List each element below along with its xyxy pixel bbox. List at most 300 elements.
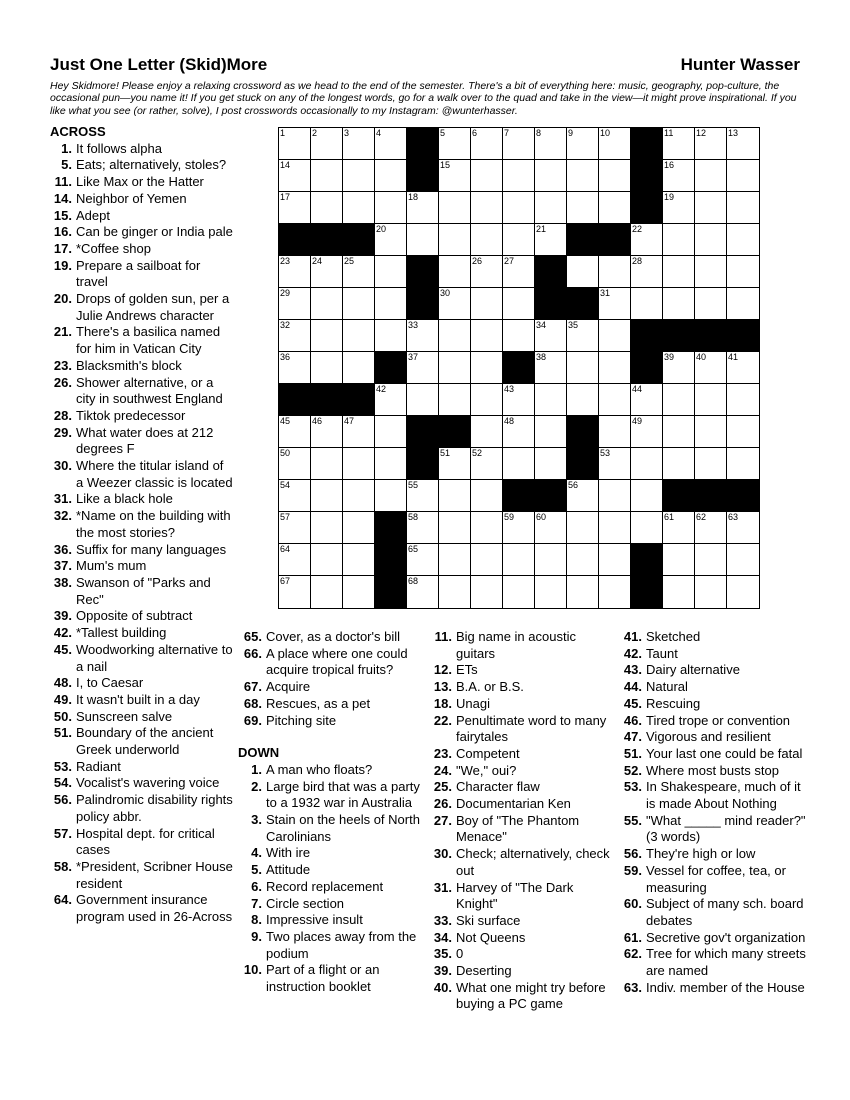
black-square <box>375 352 407 384</box>
grid-cell[interactable] <box>343 480 375 512</box>
clue-text: Suffix for many languages <box>76 541 227 557</box>
grid-cell[interactable] <box>599 416 631 448</box>
grid-cell[interactable] <box>471 224 503 256</box>
grid-cell[interactable] <box>343 192 375 224</box>
grid-cell[interactable] <box>567 544 599 576</box>
black-square <box>375 576 407 608</box>
cell-number: 27 <box>504 256 515 266</box>
grid-cell[interactable] <box>695 224 727 256</box>
grid-cell[interactable] <box>663 192 695 224</box>
grid-cell[interactable] <box>599 256 631 288</box>
grid-cell[interactable] <box>439 512 471 544</box>
grid-cell[interactable] <box>311 512 343 544</box>
cell-number: 43 <box>504 384 515 394</box>
grid-cell[interactable] <box>631 256 663 288</box>
grid-cell[interactable] <box>631 288 663 320</box>
grid-cell[interactable] <box>631 384 663 416</box>
grid-cell[interactable] <box>375 416 407 448</box>
grid-cell[interactable] <box>567 160 599 192</box>
clue-item <box>48 191 233 208</box>
grid-cell[interactable] <box>727 448 759 480</box>
cell-number: 11 <box>664 128 674 138</box>
grid-cell[interactable] <box>279 512 311 544</box>
grid-cell[interactable] <box>439 192 471 224</box>
grid-cell[interactable] <box>567 352 599 384</box>
clue-number: 1. <box>61 140 72 156</box>
grid-cell[interactable] <box>343 288 375 320</box>
cell-number: 41 <box>728 352 739 362</box>
clue-item <box>618 813 808 846</box>
grid-cell[interactable] <box>695 448 727 480</box>
clue-number: 9. <box>251 928 262 944</box>
clue-text: Your last one could be fatal <box>646 745 803 761</box>
grid-cell[interactable] <box>471 160 503 192</box>
grid-cell[interactable] <box>471 384 503 416</box>
grid-cell[interactable] <box>727 192 759 224</box>
clue-text: Vigorous and resilient <box>646 729 771 745</box>
clue-text: Drops of golden sun, per a Julie Andrews character <box>76 291 230 323</box>
crossword-grid <box>278 127 760 609</box>
clue-item <box>428 763 613 780</box>
grid-cell[interactable] <box>503 416 535 448</box>
black-square <box>407 160 439 192</box>
clue-text: Taunt <box>646 645 678 661</box>
black-square <box>375 544 407 576</box>
grid-cell[interactable] <box>567 384 599 416</box>
grid-cell[interactable] <box>311 128 343 160</box>
grid-cell[interactable] <box>407 480 439 512</box>
clue-number: 15. <box>53 207 72 223</box>
grid-cell[interactable] <box>343 544 375 576</box>
clue-number: 30. <box>433 846 452 862</box>
grid-cell[interactable] <box>599 192 631 224</box>
grid-cell[interactable] <box>311 320 343 352</box>
clue-number: 19. <box>53 257 72 273</box>
grid-cell[interactable] <box>695 256 727 288</box>
cell-number: 36 <box>280 352 291 362</box>
grid-cell[interactable] <box>599 320 631 352</box>
grid-cell[interactable] <box>279 448 311 480</box>
grid-cell[interactable] <box>439 576 471 608</box>
grid-cell[interactable] <box>471 192 503 224</box>
grid-cell[interactable] <box>311 256 343 288</box>
grid-cell[interactable] <box>567 256 599 288</box>
clue-text: Sketched <box>646 629 701 644</box>
grid-cell[interactable] <box>631 512 663 544</box>
clue-item <box>238 879 423 896</box>
grid-cell[interactable] <box>407 352 439 384</box>
grid-cell[interactable] <box>439 128 471 160</box>
grid-cell[interactable] <box>471 512 503 544</box>
clue-text: Tree for which many streets are named <box>646 946 806 979</box>
black-square <box>567 224 599 256</box>
puzzle-author: Hunter Wasser <box>680 55 800 74</box>
grid-cell[interactable] <box>439 288 471 320</box>
black-square <box>535 480 567 512</box>
grid-cell[interactable] <box>663 544 695 576</box>
cell-number: 39 <box>664 352 675 362</box>
clue-text: Pitching site <box>266 712 337 728</box>
clue-text: Rescuing <box>646 695 701 711</box>
grid-cell[interactable] <box>631 224 663 256</box>
grid-cell[interactable] <box>535 384 567 416</box>
grid-cell[interactable] <box>695 384 727 416</box>
grid-cell[interactable] <box>663 160 695 192</box>
grid-cell[interactable] <box>663 384 695 416</box>
black-square <box>631 320 663 352</box>
grid-cell[interactable] <box>471 448 503 480</box>
clue-item <box>618 746 808 763</box>
grid-cell[interactable] <box>279 192 311 224</box>
grid-cell[interactable] <box>343 256 375 288</box>
grid-cell[interactable] <box>311 416 343 448</box>
grid-cell[interactable] <box>695 544 727 576</box>
grid-cell[interactable] <box>279 480 311 512</box>
grid-cell[interactable] <box>727 256 759 288</box>
grid-cell[interactable] <box>695 416 727 448</box>
clue-text: There's a basilica named for him in Vatican City <box>76 324 221 357</box>
grid-cell[interactable] <box>439 384 471 416</box>
grid-cell[interactable] <box>535 416 567 448</box>
grid-cell[interactable] <box>407 576 439 608</box>
cell-number: 3 <box>344 128 350 138</box>
clue-number: 18. <box>433 695 452 711</box>
grid-cell[interactable] <box>503 576 535 608</box>
cell-number: 25 <box>344 256 355 266</box>
grid-cell[interactable] <box>375 448 407 480</box>
grid-cell[interactable] <box>663 256 695 288</box>
grid-cell[interactable] <box>343 576 375 608</box>
grid-cell[interactable] <box>535 192 567 224</box>
grid-cell[interactable] <box>439 352 471 384</box>
grid-cell[interactable] <box>663 576 695 608</box>
cell-number: 28 <box>632 256 643 266</box>
clue-item <box>618 896 808 929</box>
clue-item <box>428 662 613 679</box>
clue-text: Acquire <box>266 679 311 695</box>
grid-cell[interactable] <box>727 288 759 320</box>
grid-cell[interactable] <box>567 320 599 352</box>
clue-text: Dairy alternative <box>646 662 740 678</box>
cell-number: 56 <box>568 480 579 490</box>
grid-cell[interactable] <box>631 448 663 480</box>
black-square <box>727 480 759 512</box>
grid-cell[interactable] <box>503 160 535 192</box>
clue-text: Cover, as a doctor's bill <box>266 629 400 644</box>
clue-item <box>48 241 233 258</box>
cell-number: 18 <box>408 192 419 202</box>
clue-item <box>48 709 233 726</box>
clue-text: With ire <box>266 845 311 861</box>
grid-cell[interactable] <box>311 480 343 512</box>
grid-cell[interactable] <box>695 192 727 224</box>
clue-text: Harvey of "The Dark Knight" <box>456 879 574 912</box>
grid-cell[interactable] <box>727 512 759 544</box>
grid-cell[interactable] <box>311 544 343 576</box>
grid-cell[interactable] <box>599 160 631 192</box>
clue-item <box>48 157 233 174</box>
grid-cell[interactable] <box>599 576 631 608</box>
grid-cell[interactable] <box>375 384 407 416</box>
grid-cell[interactable] <box>599 544 631 576</box>
grid-cell[interactable] <box>311 288 343 320</box>
grid-cell[interactable] <box>535 320 567 352</box>
grid-cell[interactable] <box>599 448 631 480</box>
grid-cell[interactable] <box>375 288 407 320</box>
clue-number: 12. <box>433 662 452 678</box>
grid-cell[interactable] <box>695 160 727 192</box>
grid-cell[interactable] <box>503 192 535 224</box>
clue-item <box>238 845 423 862</box>
grid-cell[interactable] <box>375 480 407 512</box>
clue-number: 31. <box>433 879 452 895</box>
cell-number: 63 <box>728 512 739 522</box>
grid-cell[interactable] <box>503 320 535 352</box>
down-heading: DOWN <box>238 745 280 761</box>
clue-number: 56. <box>623 846 642 862</box>
grid-cell[interactable] <box>727 384 759 416</box>
grid-cell[interactable] <box>695 288 727 320</box>
clue-number: 35. <box>433 946 452 962</box>
grid-cell[interactable] <box>535 352 567 384</box>
clue-text: ETs <box>456 662 478 678</box>
grid-cell[interactable] <box>311 192 343 224</box>
grid-cell[interactable] <box>311 160 343 192</box>
grid-cell[interactable] <box>535 128 567 160</box>
clue-text: I, to Caesar <box>76 675 144 691</box>
grid-cell[interactable] <box>279 576 311 608</box>
grid-cell[interactable] <box>535 224 567 256</box>
clue-text: In Shakespeare, much of it is made About Nothing <box>646 779 801 812</box>
grid-cell[interactable] <box>567 480 599 512</box>
grid-cell[interactable] <box>279 160 311 192</box>
clue-item <box>428 696 613 713</box>
grid-cell[interactable] <box>503 128 535 160</box>
grid-cell[interactable] <box>471 320 503 352</box>
clue-text: Where the titular island of a Weezer classic is located <box>76 458 233 490</box>
clue-item <box>618 946 808 979</box>
grid-cell[interactable] <box>503 288 535 320</box>
grid-cell[interactable] <box>727 160 759 192</box>
grid-cell[interactable] <box>599 352 631 384</box>
grid-cell[interactable] <box>535 544 567 576</box>
grid-cell[interactable] <box>663 512 695 544</box>
grid-cell[interactable] <box>279 416 311 448</box>
grid-cell[interactable] <box>279 544 311 576</box>
cell-number: 53 <box>600 448 611 458</box>
grid-cell[interactable] <box>695 352 727 384</box>
clue-item <box>238 962 423 995</box>
grid-cell[interactable] <box>439 160 471 192</box>
grid-cell[interactable] <box>279 352 311 384</box>
clue-text: *President, Scribner House resident <box>76 858 233 891</box>
clue-number: 1. <box>251 761 262 777</box>
clues-column-2 <box>238 629 423 996</box>
clue-number: 46. <box>623 712 642 728</box>
grid-cell[interactable] <box>311 576 343 608</box>
grid-cell[interactable] <box>375 192 407 224</box>
clue-number: 26. <box>433 796 452 812</box>
grid-cell[interactable] <box>599 384 631 416</box>
grid-cell[interactable] <box>599 480 631 512</box>
grid-cell[interactable] <box>535 576 567 608</box>
grid-cell[interactable] <box>535 448 567 480</box>
clue-item <box>428 913 613 930</box>
grid-cell[interactable] <box>375 224 407 256</box>
clue-number: 37. <box>53 558 72 574</box>
clue-number: 8. <box>251 912 262 928</box>
grid-cell[interactable] <box>567 128 599 160</box>
grid-cell[interactable] <box>279 128 311 160</box>
grid-cell[interactable] <box>471 480 503 512</box>
grid-cell[interactable] <box>663 352 695 384</box>
grid-cell[interactable] <box>343 448 375 480</box>
grid-cell[interactable] <box>727 352 759 384</box>
clue-number: 26. <box>53 374 72 390</box>
grid-cell[interactable] <box>663 288 695 320</box>
grid-cell[interactable] <box>343 320 375 352</box>
clue-text: Swanson of "Parks and Rec" <box>76 574 211 607</box>
grid-cell[interactable] <box>567 192 599 224</box>
clue-text: What one might try before buying a PC game <box>456 979 606 1012</box>
clue-number: 40. <box>433 979 452 995</box>
grid-cell[interactable] <box>535 512 567 544</box>
grid-cell[interactable] <box>599 512 631 544</box>
grid-cell[interactable] <box>535 160 567 192</box>
grid-cell[interactable] <box>631 416 663 448</box>
clue-text: Record replacement <box>266 878 384 894</box>
grid-cell[interactable] <box>567 576 599 608</box>
grid-cell[interactable] <box>375 256 407 288</box>
grid-cell[interactable] <box>439 256 471 288</box>
clue-number: 63. <box>623 979 642 995</box>
grid-cell[interactable] <box>503 256 535 288</box>
grid-cell[interactable] <box>439 320 471 352</box>
grid-cell[interactable] <box>375 320 407 352</box>
grid-cell[interactable] <box>311 352 343 384</box>
grid-cell[interactable] <box>663 448 695 480</box>
grid-cell[interactable] <box>471 352 503 384</box>
grid-cell[interactable] <box>375 128 407 160</box>
grid-cell[interactable] <box>343 352 375 384</box>
clue-number: 28. <box>53 407 72 423</box>
grid-cell[interactable] <box>471 288 503 320</box>
clue-text: Rescues, as a pet <box>266 695 371 711</box>
clue-text: Unagi <box>456 695 490 711</box>
black-square <box>343 384 375 416</box>
grid-cell[interactable] <box>503 544 535 576</box>
grid-cell[interactable] <box>343 416 375 448</box>
grid-cell[interactable] <box>503 512 535 544</box>
grid-cell[interactable] <box>311 448 343 480</box>
grid-cell[interactable] <box>471 128 503 160</box>
cell-number: 12 <box>696 128 707 138</box>
grid-cell[interactable] <box>663 224 695 256</box>
clue-number: 44. <box>623 679 642 695</box>
cell-number: 55 <box>408 480 419 490</box>
clue-number: 50. <box>53 708 72 724</box>
grid-cell[interactable] <box>727 416 759 448</box>
grid-cell[interactable] <box>471 256 503 288</box>
clue-text: Opposite of subtract <box>76 608 193 624</box>
grid-cell[interactable] <box>439 224 471 256</box>
clue-number: 66. <box>243 645 262 661</box>
grid-cell[interactable] <box>407 544 439 576</box>
clue-item <box>428 629 613 662</box>
grid-cell[interactable] <box>663 128 695 160</box>
cell-number: 57 <box>280 512 291 522</box>
grid-cell[interactable] <box>439 480 471 512</box>
grid-cell[interactable] <box>471 544 503 576</box>
clue-number: 42. <box>53 625 72 641</box>
grid-cell[interactable] <box>503 448 535 480</box>
cell-number: 14 <box>280 160 291 170</box>
grid-cell[interactable] <box>407 192 439 224</box>
clue-item <box>428 930 613 947</box>
grid-cell[interactable] <box>567 512 599 544</box>
grid-cell[interactable] <box>695 576 727 608</box>
clue-item <box>48 324 233 357</box>
grid-cell[interactable] <box>727 128 759 160</box>
grid-cell[interactable] <box>471 576 503 608</box>
grid-cell[interactable] <box>727 224 759 256</box>
intro-text: Hey Skidmore! Please enjoy a relaxing crossword as we head to the end of the semester. There's a bit of everything here: music, geography, pop-culture, the occasional pun—you name it! If you get stuck on any of the longest words, go for a walk over to the quad and take in the view—it might prove inspirational. If you like what you see (or rather, solve), I post crosswords occasionally to my Instagram: @wunterhasser. <box>50 80 797 117</box>
cell-number: 19 <box>664 192 675 202</box>
cell-number: 54 <box>280 480 291 490</box>
clue-text: Neighbor of Yemen <box>76 190 187 206</box>
grid-cell[interactable] <box>439 544 471 576</box>
clue-number: 10. <box>243 962 262 978</box>
grid-cell[interactable] <box>599 128 631 160</box>
grid-cell[interactable] <box>599 288 631 320</box>
clue-text: It follows alpha <box>76 140 162 156</box>
grid-cell[interactable] <box>695 128 727 160</box>
clue-item <box>48 458 233 491</box>
grid-cell[interactable] <box>279 256 311 288</box>
clue-item <box>48 208 233 225</box>
clue-number: 61. <box>623 929 642 945</box>
grid-cell[interactable] <box>471 416 503 448</box>
across-list <box>48 141 233 926</box>
grid-cell[interactable] <box>375 160 407 192</box>
clue-item <box>48 508 233 541</box>
grid-cell[interactable] <box>407 512 439 544</box>
grid-cell[interactable] <box>695 512 727 544</box>
clue-item <box>238 779 423 812</box>
clue-item <box>48 792 233 825</box>
grid-cell[interactable] <box>503 384 535 416</box>
grid-cell[interactable] <box>503 224 535 256</box>
clue-item <box>428 980 613 1013</box>
grid-cell[interactable] <box>343 512 375 544</box>
grid-cell[interactable] <box>279 320 311 352</box>
clue-text: Big name in acoustic guitars <box>456 629 576 661</box>
clue-number: 43. <box>623 662 642 678</box>
grid-cell[interactable] <box>407 224 439 256</box>
grid-cell[interactable] <box>407 384 439 416</box>
grid-cell[interactable] <box>343 128 375 160</box>
clue-text: *Name on the building with the most stories? <box>76 508 231 540</box>
grid-cell[interactable] <box>663 416 695 448</box>
clue-number: 52. <box>623 762 642 778</box>
grid-cell[interactable] <box>407 320 439 352</box>
grid-cell[interactable] <box>343 160 375 192</box>
grid-cell[interactable] <box>631 480 663 512</box>
grid-cell[interactable] <box>279 288 311 320</box>
grid-cell[interactable] <box>727 576 759 608</box>
grid-cell[interactable] <box>439 448 471 480</box>
grid-cell[interactable] <box>727 544 759 576</box>
